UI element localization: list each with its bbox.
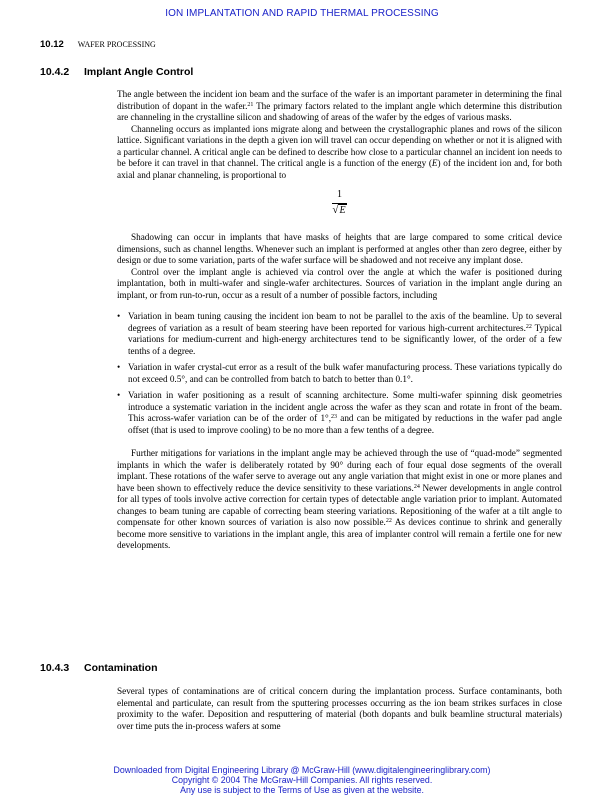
top-banner: ION IMPLANTATION AND RAPID THERMAL PROCESSING xyxy=(165,8,439,19)
bullet-icon: • xyxy=(117,362,121,372)
list-item: • Variation in wafer crystal-cut error as a result of the bulk wafer manufacturing process. These variations typically do not exceed 0.5°, and can be controlled from batch to batch to better than 0.1°. xyxy=(117,362,562,384)
equation-one-over-sqrt-e xyxy=(117,189,562,216)
citation-ref: 23 xyxy=(331,414,338,420)
section-number: 10.4.2 xyxy=(40,66,70,78)
section-number: 10.4.3 xyxy=(40,662,70,674)
section-heading-contamination xyxy=(40,662,158,674)
paragraph: Control over the implant angle is achieved via control over the angle at which the wafer is positioned during implantation, both in multi-wafer and single-wafer architectures. Sources of variation in the implant angle during an implant, or from run-to-run, occur as a result of a number of possible factors, including xyxy=(117,266,562,300)
download-footer xyxy=(0,765,604,795)
fraction xyxy=(332,189,346,216)
section-title: Implant Angle Control xyxy=(84,66,194,78)
section-body-implant-angle xyxy=(117,89,562,552)
page-number: 10.12 xyxy=(40,39,64,50)
paragraph: The angle between the incident ion beam and the surface of the wafer is an important parameter in determining the final distribution of dopant in the wafer.$^{21}$ The primary factors related to the implant angle which determine this distribution are channeling in the crystalline silicon and shadowing of areas of the wafer by the edges of various masks. xyxy=(117,89,562,122)
running-head-title: WAFER PROCESSING xyxy=(77,40,156,49)
variable-e: E xyxy=(431,158,438,168)
citation-ref: 22 xyxy=(385,518,392,524)
bullet-icon: • xyxy=(117,311,121,321)
paragraph: Shadowing can occur in implants that have masks of heights that are large compared to some critical device dimensions, such as channel lengths. Whenever such an implant is performed at angles other than zero degree, either by design or due to some variation, parts of the wafer surface will be shadowed and not receive any implant dose. xyxy=(117,232,562,265)
list-item: • Variation in wafer positioning as a result of scanning architecture. Some multi-wafer spinning disk geometries introduce a systematic variation in the incident angle across the wafer as they scan and rotate in front of the beam. This across-wafer variation can be of the order of 1°,$^{23}$ and can be mitigated by reductions in the wafer pad angle offset (that is used to improve cooling) to be no more than a few tenths of a degree. xyxy=(117,390,562,435)
running-head xyxy=(40,39,156,50)
bullet-list xyxy=(117,311,562,436)
equation-denominator xyxy=(332,205,346,217)
footer-terms-link[interactable]: Any use is subject to the Terms of Use as given at the website. xyxy=(180,785,424,795)
section-heading-implant-angle xyxy=(40,66,193,78)
section-body-contamination xyxy=(117,686,562,732)
footer-download-link[interactable]: Downloaded from Digital Engineering Library @ McGraw-Hill (www.digitalengineeringlibrary.com) xyxy=(113,765,491,775)
citation-ref: 24 xyxy=(413,483,420,490)
bullet-icon: • xyxy=(117,390,121,400)
footer-copyright: Copyright © 2004 The McGraw-Hill Companies. All rights reserved. xyxy=(171,775,433,785)
section-title: Contamination xyxy=(84,662,158,674)
paragraph: Several types of contaminations are of critical concern during the implantation process. Surface contaminants, both elemental and particulate, can result from the sputtering processes occurring as the ion beam strikes surfaces in close proximity to the wafer. Deposition and resputtering of material (both dopants and bulk beamline structural materials) over time puts the in-process wafers at some xyxy=(117,686,562,731)
paragraph: Further mitigations for variations in the implant angle may be achieved through the use of “quad-mode” segmented implants in which the wafer is deliberately rotated by 90° during each of four equal dose segments of the overall implant. These rotations of the wafer serve to average out any angle variation that might exist in one or more planes and have been shown to effectively reduce the device sensitivity to these variations.$^{24}$ Newer developments in angle control for all types of tools involve active correction for certain types of detectable angle variation prior to implant. Automated changes to beam tuning are capable of correcting beam steering variations. Repositioning of the wafer at a tilt angle to compensate for other known sources of variation is also now possible.$^{22}$ As devices continue to shrink and generally become more sensitive to variations in the implant angle, this area of implanter control will remain a fertile one for new developments. xyxy=(117,448,562,550)
list-item: • Variation in beam tuning causing the incident ion beam to not be parallel to the axis of the beamline. Up to several degrees of variation as a result of beam steering have been reported for various high-current architectures.$^{22}$ Typical variations for medium-current and high-energy architectures tend to be significantly lower, of the order of a few tenths of a degree. xyxy=(117,311,562,356)
sqrt-symbol: √E xyxy=(332,203,346,216)
paragraph: Channeling occurs as implanted ions migrate along and between the crystallographic planes and rows of the silicon lattice. Significant variations in the depth a given ion will travel can occur depending on whether or not it is aligned with a particular channel. A critical angle can be defined to describe how close to a particular channel an incident ion needs to be before it can travel in that channel. The critical angle is a function of the energy (E) of the incident ion and, for both axial and planar channeling, is proportional to xyxy=(117,123,562,180)
citation-ref: 21 xyxy=(247,101,254,108)
equation-numerator: 1 xyxy=(332,189,346,204)
citation-ref: 22 xyxy=(525,323,532,330)
